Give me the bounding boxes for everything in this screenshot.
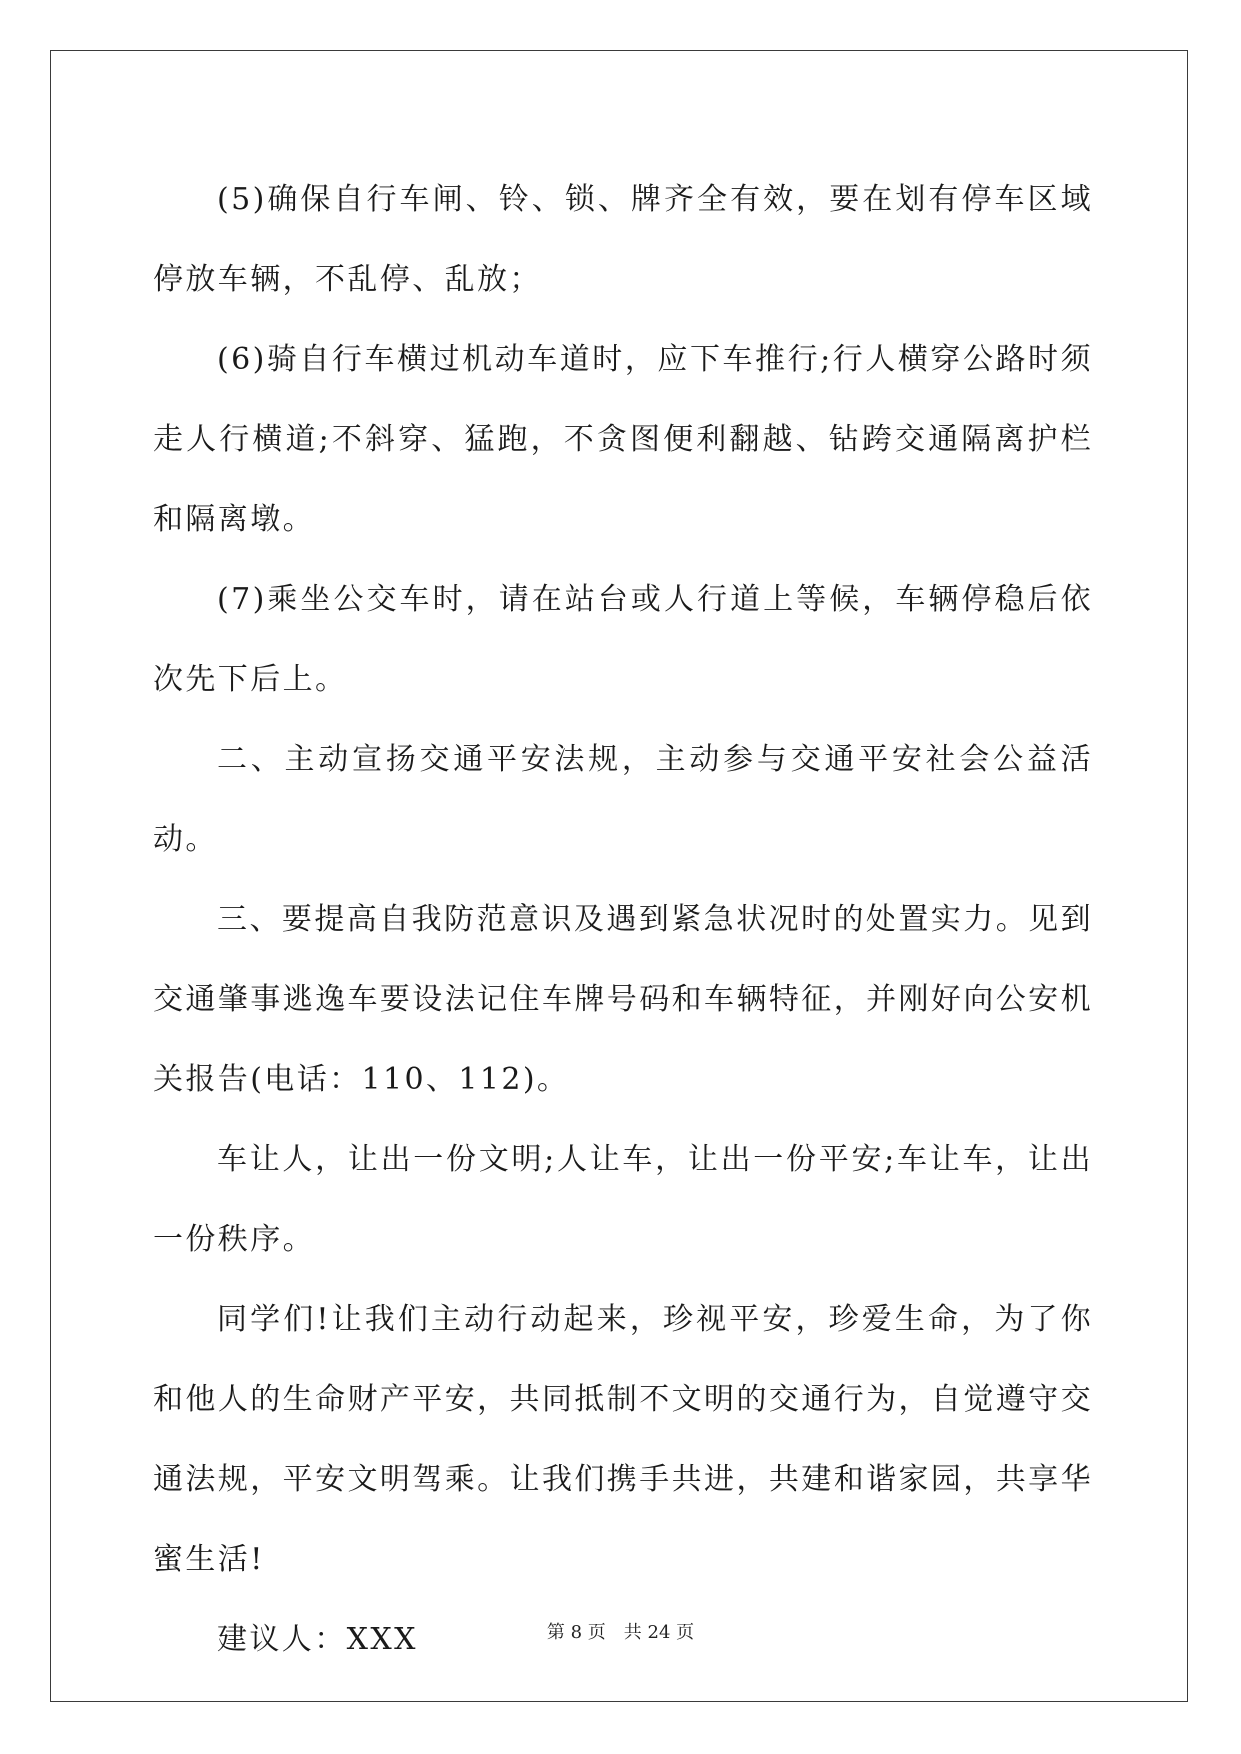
signature-line: 建议人：XXX <box>217 1622 418 1657</box>
document-body <box>153 160 1093 1680</box>
paragraph-closing: 同学们!让我们主动行动起来，珍视平安，珍爱生命，为了你和他人的生命财产平安，共同抵制不文明的交通行为，自觉遵守交通法规，平安文明驾乘。让我们携手共进，共建和谐家园，共享华蜜生活! <box>153 1302 1093 1577</box>
page-number: 第 8 页 共 24 页 <box>546 1622 695 1643</box>
paragraph-item-5: (5)确保自行车闸、铃、锁、牌齐全有效，要在划有停车区域停放车辆，不乱停、乱放； <box>153 182 1093 297</box>
page-footer <box>0 1618 1241 1644</box>
paragraph-slogan: 车让人，让出一份文明;人让车，让出一份平安;车让车，让出一份秩序。 <box>153 1142 1093 1257</box>
paragraph-item-6: (6)骑自行车横过机动车道时，应下车推行;行人横穿公路时须走人行横道;不斜穿、猛跑，不贪图便利翻越、钻跨交通隔离护栏和隔离墩。 <box>153 342 1093 537</box>
paragraph-section-3: 三、要提高自我防范意识及遇到紧急状况时的处置实力。见到交通肇事逃逸车要设法记住车牌号码和车辆特征，并刚好向公安机关报告(电话：110、112)。 <box>153 902 1093 1097</box>
paragraph-section-2: 二、主动宣扬交通平安法规，主动参与交通平安社会公益活动。 <box>153 742 1093 857</box>
paragraph-item-7: (7)乘坐公交车时，请在站台或人行道上等候，车辆停稳后依次先下后上。 <box>153 582 1093 697</box>
